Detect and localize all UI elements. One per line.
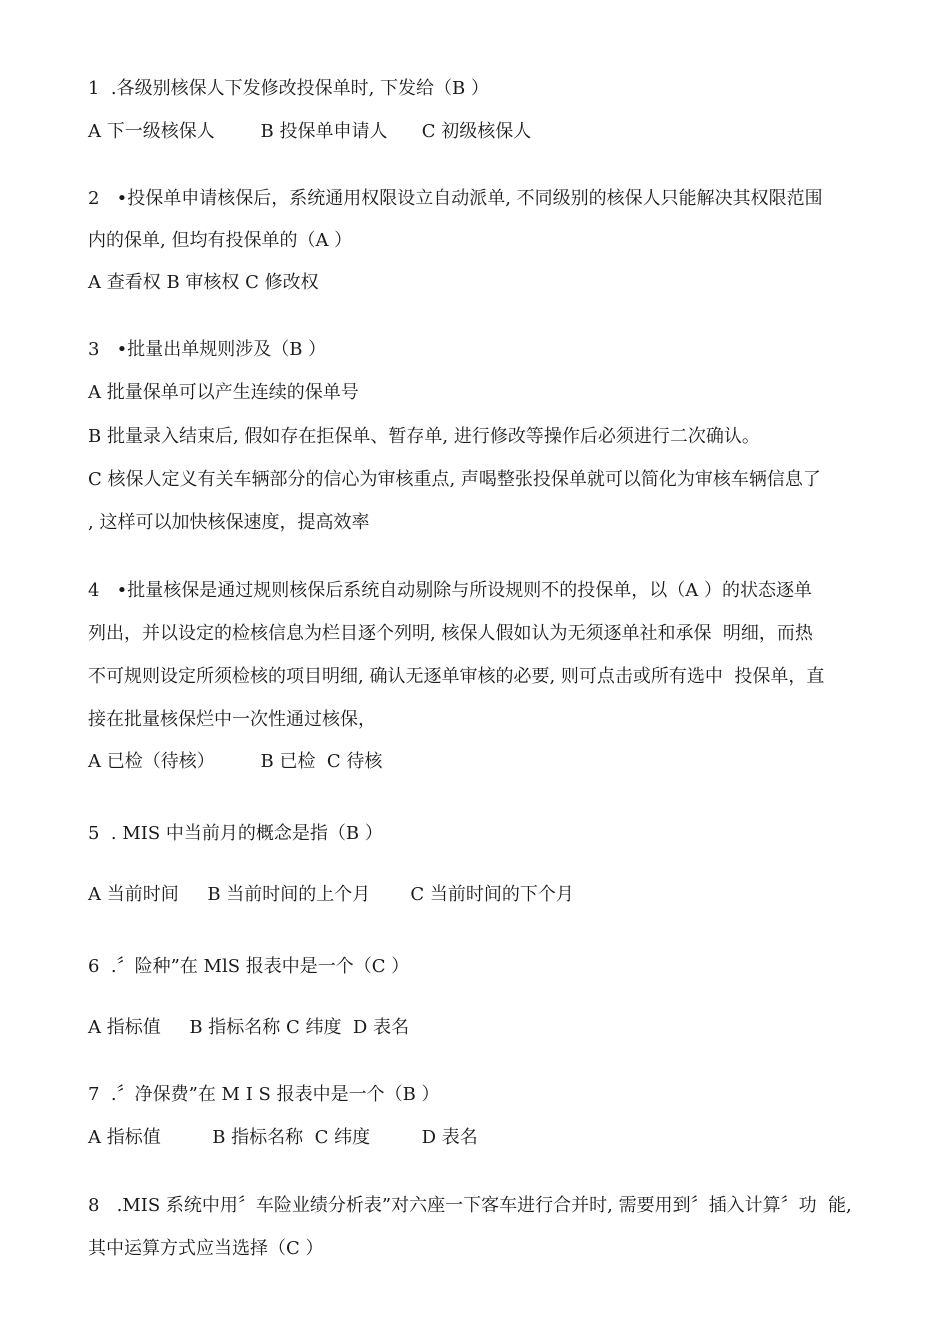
question-3-option-c-line-2: , 这样可以加快核保速度，提高效率 bbox=[88, 512, 370, 533]
question-6-text: 6 .〞险种”在 MlS 报表中是一个（C ） bbox=[88, 956, 410, 977]
question-4-text-line-3: 不可规则设定所须检核的项目明细, 确认无逐单审核的必要, 则可点击或所有选中 投保单，直 bbox=[88, 666, 825, 687]
question-1-text: 1 .各级别核保人下发修改投保单时, 下发给（B ） bbox=[88, 78, 490, 99]
question-4-options: A 已检（待核） B 已检 C 待核 bbox=[88, 751, 383, 772]
question-3-option-c-line-1: C 核保人定义有关车辆部分的信心为审核重点, 声喝整张投保单就可以简化为审核车辆信息了 bbox=[88, 469, 821, 490]
question-1-options: A 下一级核保人 B 投保单申请人 C 初级核保人 bbox=[88, 121, 532, 142]
question-5-text: 5 . MIS 中当前月的概念是指（B ） bbox=[88, 823, 383, 844]
question-3-text: 3 •批量出单规则涉及（B ） bbox=[88, 339, 327, 360]
question-7-options: A 指标值 B 指标名称 C 纬度 D 表名 bbox=[88, 1127, 478, 1148]
question-3-option-b: B 批量录入结束后, 假如存在拒保单、暂存单, 进行修改等操作后必须进行二次确认。 bbox=[88, 426, 760, 447]
question-5-options: A 当前时间 B 当前时间的上个月 C 当前时间的下个月 bbox=[88, 884, 574, 905]
question-2-text-line-2: 内的保单, 但均有投保单的（A ） bbox=[88, 230, 353, 251]
question-2-options: A 查看权 B 审核权 C 修改权 bbox=[88, 272, 319, 293]
question-8-text-line-2: 其中运算方式应当选择（C ） bbox=[88, 1238, 324, 1259]
question-6-options: A 指标值 B 指标名称 C 纬度 D 表名 bbox=[88, 1017, 410, 1038]
question-4-text-line-4: 接在批量核保烂中一次性通过核保， bbox=[88, 709, 376, 730]
question-3-option-a: A 批量保单可以产生连续的保单号 bbox=[88, 382, 359, 403]
question-7-text: 7 .〞净保费”在 M I S 报表中是一个（B ） bbox=[88, 1084, 440, 1105]
question-4-text-line-2: 列出，并以设定的检核信息为栏目逐个列明, 核保人假如认为无须逐单社和承保 明细，而热 bbox=[88, 623, 813, 644]
question-8-text-line-1: 8 .MIS 系统中用〞车险业绩分析表”对六座一下客车进行合并时, 需要用到〞插入计算〞功 能, bbox=[88, 1195, 852, 1216]
question-2-text-line-1: 2 •投保单申请核保后，系统通用权限设立自动派单, 不同级别的核保人只能解决其权限范围 bbox=[88, 188, 823, 209]
question-4-text-line-1: 4 •批量核保是通过规则核保后系统自动剔除与所设规则不的投保单，以（A ）的状态逐单 bbox=[88, 580, 812, 601]
